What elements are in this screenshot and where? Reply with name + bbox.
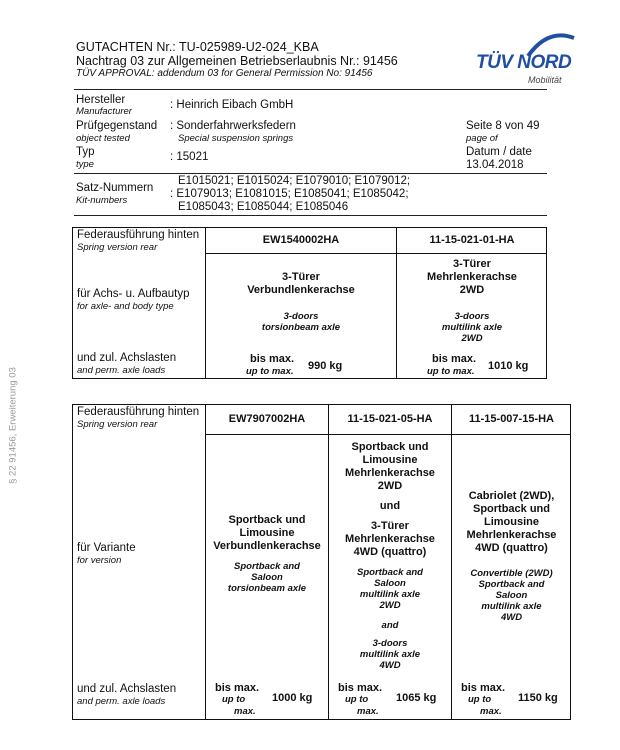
t2-c2-en-1: Sportback and	[357, 567, 423, 578]
type-value: : 15021	[170, 151, 209, 163]
t1-row1-label: Federausführung hinten	[77, 229, 200, 241]
table2-divider-3	[451, 404, 452, 720]
t2-c2-max-en-2: max.	[357, 706, 379, 717]
t1-c2-load: 1010 kg	[488, 360, 529, 372]
kit-line1: E1015021; E1015024; E1079010; E1079012;	[178, 175, 411, 187]
t1-c1-en-1: 3-doors	[283, 311, 319, 322]
t2-c1-code: EW7907002HA	[228, 413, 306, 425]
object-value: : Sonderfahrwerksfedern	[170, 120, 296, 132]
t1-row2-label: für Achs- u. Aufbautyp	[77, 288, 190, 300]
t2-c1-de-1: Sportback und	[228, 514, 306, 526]
kit-line2: : E1079013; E1081015; E1085041; E1085042;	[170, 188, 409, 200]
t2-c2-en-7: 4WD	[379, 660, 401, 671]
t2-c2-de-3: Mehrlenkerachse	[345, 467, 435, 479]
t2-c3-max: bis max.	[461, 682, 506, 694]
page-label-en: page of	[466, 133, 498, 144]
t1-c1-max: bis max.	[250, 353, 295, 365]
t2-row2-label: für Variante	[77, 542, 136, 554]
manufacturer-label: Hersteller	[76, 94, 126, 106]
t2-c1-de-2: Limousine	[239, 527, 295, 539]
t2-c3-en-1: Convertible (2WD)	[470, 568, 553, 579]
t1-row2-label-en: for axle- and body type	[77, 301, 174, 312]
t1-c2-code: 11-15-021-01-HA	[429, 234, 515, 246]
t1-row1-label-en: Spring version rear	[77, 242, 158, 253]
t2-row1-label-en: Spring version rear	[77, 419, 158, 430]
t2-c2-de-7: 4WD (quattro)	[353, 546, 427, 558]
t2-c1-en-3: torsionbeam axle	[227, 583, 307, 594]
t2-c3-en-2: Sportback and	[478, 579, 545, 590]
header-line3: TÜV APPROVAL: addendum 03 for General Permission No: 91456	[76, 68, 373, 79]
type-label: Typ	[76, 146, 95, 158]
t2-c2-en-6: multilink axle	[359, 649, 421, 660]
header-line1: GUTACHTEN Nr.: TU-025989-U2-024_KBA	[76, 40, 319, 54]
t1-c2-max: bis max.	[432, 353, 477, 365]
t1-c2-en-1: 3-doors	[454, 311, 490, 322]
t2-c2-de-6: Mehrlenkerachse	[345, 533, 435, 545]
t1-c2-type-1: 3-Türer	[453, 258, 491, 270]
t1-c2-type-3: 2WD	[459, 284, 485, 296]
manufacturer-value: : Heinrich Eibach GmbH	[170, 99, 294, 111]
t1-c2-max-en: up to max.	[427, 366, 475, 377]
t2-c2-de-5: 3-Türer	[371, 520, 409, 532]
t1-c1-type-1: 3-Türer	[282, 271, 320, 283]
t2-c2-en-4: 2WD	[379, 600, 401, 611]
t2-c1-en-1: Sportback and	[234, 561, 300, 572]
t2-c3-en-5: 4WD	[500, 612, 523, 623]
kit-line3: E1085043; E1085044; E1085046	[178, 201, 349, 213]
t2-row3-label-en: and perm. axle loads	[77, 696, 166, 707]
t2-c3-max-en-2: max.	[480, 706, 502, 717]
header-line2: Nachtrag 03 zur Allgemeinen Betriebserlaubnis Nr.: 91456	[76, 54, 398, 68]
page-label: Seite 8 von 49	[466, 120, 540, 132]
t2-c3-en-3: Saloon	[495, 590, 528, 601]
t2-c1-load: 1000 kg	[272, 692, 313, 704]
kit-divider	[74, 215, 547, 216]
table1-header-line	[205, 253, 547, 254]
t2-c2-und: und	[379, 500, 401, 512]
t2-c2-load: 1065 kg	[396, 692, 437, 704]
t1-c2-en-2: multilink axle	[441, 322, 503, 333]
t1-row3-label: und zul. Achslasten	[77, 352, 177, 364]
manufacturer-label-en: Manufacturer	[76, 106, 132, 117]
t1-c1-en-2: torsionbeam axle	[261, 322, 341, 333]
table2-header-line	[205, 434, 571, 435]
t1-c2-type-2: Mehrlenkerachse	[427, 271, 517, 283]
t2-c3-en-4: multilink axle	[481, 601, 542, 612]
date-value: 13.04.2018	[466, 159, 524, 171]
t2-c2-and: and	[381, 620, 399, 631]
t2-row1-label: Federausführung hinten	[77, 406, 200, 418]
t2-c2-en-2: Saloon	[374, 578, 406, 589]
t2-c3-de-3: Limousine	[483, 516, 539, 528]
t2-c2-en-3: multilink axle	[359, 589, 421, 600]
t2-c1-max: bis max.	[215, 682, 260, 694]
t2-c2-de-2: Limousine	[362, 454, 418, 466]
t2-c3-de-2: Sportback und	[472, 503, 550, 515]
kit-label: Satz-Nummern	[76, 182, 154, 194]
info-divider	[74, 173, 547, 174]
t1-c1-load: 990 kg	[308, 360, 343, 372]
t2-row2-label-en: for version	[77, 555, 122, 566]
t1-c1-type-2: Verbundlenkerachse	[247, 284, 355, 296]
date-label: Datum / date	[466, 146, 532, 158]
t1-c1-max-en: up to max.	[246, 366, 294, 377]
table1-divider-2	[396, 227, 397, 379]
object-label-en: object tested	[76, 133, 130, 144]
t2-c1-en-2: Saloon	[251, 572, 283, 583]
t2-c3-de-1: Cabriolet (2WD),	[468, 490, 555, 502]
object-value-en: Special suspension springs	[178, 133, 294, 144]
table1-divider-1	[205, 227, 206, 379]
logo-subtext: Mobilität	[528, 75, 562, 85]
type-label-en: type	[76, 159, 94, 170]
t2-c1-de-3: Verbundlenkerachse	[213, 540, 321, 552]
t2-c3-de-4: Mehrlenkerachse	[466, 529, 557, 541]
t2-c2-de-4: 2WD	[377, 480, 403, 492]
t1-c2-en-3: 2WD	[461, 333, 483, 344]
t2-c1-max-en-2: max.	[234, 706, 256, 717]
t2-c1-max-en-1: up to	[222, 694, 246, 705]
t2-c2-de-1: Sportback und	[351, 441, 429, 453]
t1-c1-code: EW1540002HA	[262, 234, 340, 246]
object-label: Prüfgegenstand	[76, 120, 158, 132]
logo-text: TÜV NORD	[476, 52, 572, 73]
t2-c2-max: bis max.	[338, 682, 383, 694]
t2-c2-code: 11-15-021-05-HA	[347, 413, 433, 425]
t2-c3-load: 1150 kg	[518, 692, 558, 704]
t2-c3-code: 11-15-007-15-HA	[469, 413, 554, 425]
kit-label-en: Kit-numbers	[76, 195, 128, 206]
t2-row3-label: und zul. Achslasten	[77, 683, 177, 695]
t2-c3-de-5: 4WD (quattro)	[475, 542, 548, 554]
header-divider	[74, 89, 547, 90]
t1-row3-label-en: and perm. axle loads	[77, 365, 166, 376]
t2-c2-max-en-1: up to	[345, 694, 369, 705]
tuv-logo	[468, 24, 578, 90]
t2-c3-max-en-1: up to	[468, 694, 492, 705]
t2-c2-en-5: 3-doors	[372, 638, 408, 649]
side-note: § 22 91456, Erweiterung 03	[7, 367, 19, 484]
